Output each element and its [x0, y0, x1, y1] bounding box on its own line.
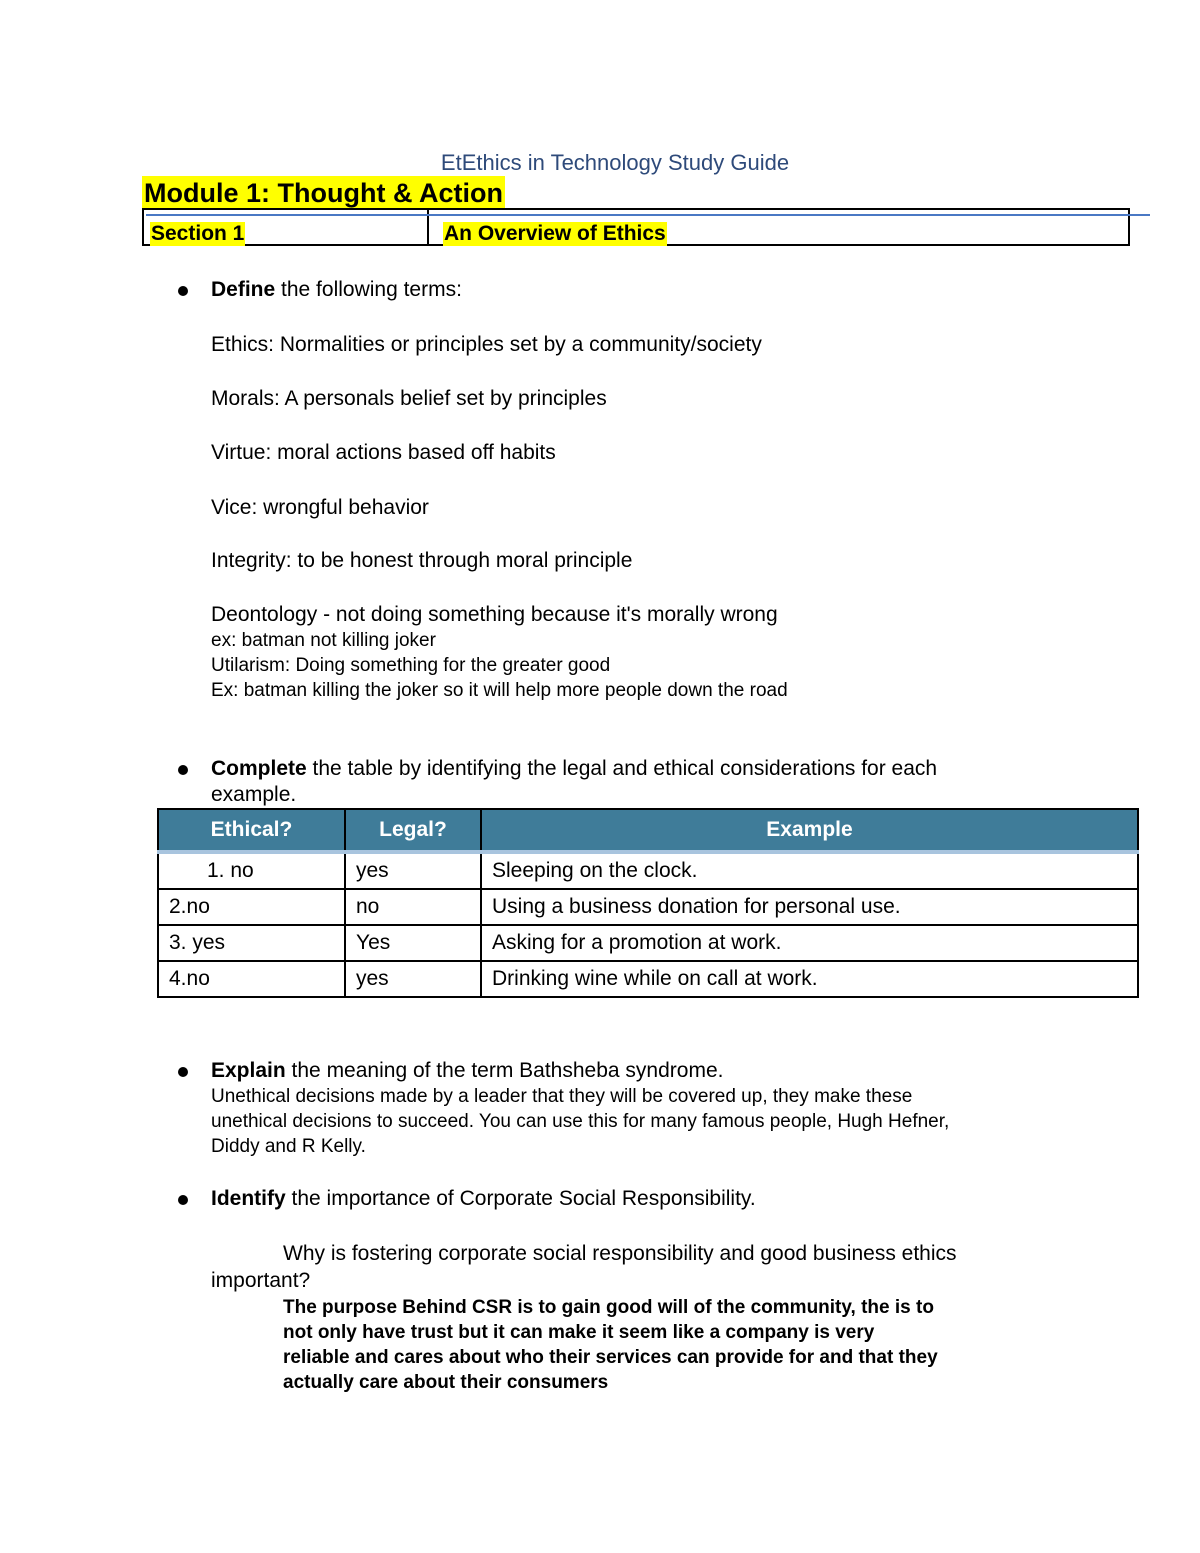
note-utilarism: Utilarism: Doing something for the greater good — [211, 655, 611, 676]
term-ethics: Ethics: Normalities or principles set by a community/society — [211, 333, 762, 356]
define-prompt: the following terms: — [275, 278, 462, 301]
term-vice: Vice: wrongful behavior — [211, 496, 429, 519]
ethical-cell: 3. yes — [158, 925, 345, 961]
explain-answer-line: unethical decisions to succeed. You can use this for many famous people, Hugh Hefner, — [211, 1111, 950, 1132]
define-instruction — [211, 278, 462, 302]
note-deontology-example: ex: batman not killing joker — [211, 630, 436, 651]
example-cell: Asking for a promotion at work. — [481, 925, 1138, 961]
bullet-icon — [178, 1067, 188, 1077]
legal-cell: no — [345, 889, 481, 925]
term-integrity: Integrity: to be honest through moral principle — [211, 549, 633, 572]
complete-instruction — [211, 757, 937, 781]
bullet-icon — [178, 1195, 188, 1205]
complete-keyword: Complete — [211, 757, 307, 780]
header-ethical: Ethical? — [158, 809, 345, 852]
table-row — [158, 925, 1138, 961]
bullet-icon — [178, 286, 188, 296]
identify-instruction — [211, 1187, 756, 1211]
header-rule — [146, 214, 1150, 216]
explain-answer-line: Diddy and R Kelly. — [211, 1136, 366, 1157]
explain-answer-line: Unethical decisions made by a leader that they will be covered up, they make these — [211, 1086, 913, 1107]
explain-prompt: the meaning of the term Bathsheba syndrome. — [285, 1059, 724, 1082]
example-cell: Sleeping on the clock. — [481, 852, 1138, 889]
section-name: An Overview of Ethics — [444, 222, 666, 245]
table-header-row — [158, 809, 1138, 852]
identify-prompt: the importance of Corporate Social Responsibility. — [285, 1187, 756, 1210]
legal-cell: yes — [345, 961, 481, 997]
identify-answer-line: reliable and cares about who their services can provide for and that they — [283, 1347, 938, 1368]
define-keyword: Define — [211, 278, 276, 301]
ethical-cell: 2.no — [158, 889, 345, 925]
explain-keyword: Explain — [211, 1059, 286, 1082]
header-example: Example — [481, 809, 1138, 852]
identify-answer-line: not only have trust but it can make it seem like a company is very — [283, 1322, 875, 1343]
identify-answer-line: actually care about their consumers — [283, 1372, 609, 1393]
example-cell: Using a business donation for personal use. — [481, 889, 1138, 925]
identify-question-continued: important? — [211, 1269, 311, 1292]
ethical-cell: 4.no — [158, 961, 345, 997]
identify-question: Why is fostering corporate social responsibility and good business ethics — [283, 1242, 957, 1265]
document-title: EtEthics in Technology Study Guide — [440, 150, 790, 175]
table-row — [158, 852, 1138, 889]
module-title: Module 1: Thought & Action — [144, 178, 503, 208]
identify-answer-line: The purpose Behind CSR is to gain good will of the community, the is to — [283, 1297, 934, 1318]
term-virtue: Virtue: moral actions based off habits — [211, 441, 556, 464]
header-legal: Legal? — [345, 809, 481, 852]
legal-cell: yes — [345, 852, 481, 889]
identify-keyword: Identify — [211, 1187, 286, 1210]
table-row — [158, 889, 1138, 925]
bullet-icon — [178, 765, 188, 775]
example-cell: Drinking wine while on call at work. — [481, 961, 1138, 997]
explain-instruction — [211, 1059, 723, 1083]
term-morals: Morals: A personals belief set by principles — [211, 387, 607, 410]
ethical-cell: 1. no — [158, 852, 345, 889]
term-deontology: Deontology - not doing something because it's morally wrong — [211, 603, 778, 626]
complete-prompt-continued: example. — [211, 783, 297, 806]
ethics-table — [157, 808, 1139, 998]
note-utilarism-example: Ex: batman killing the joker so it will help more people down the road — [211, 680, 788, 701]
complete-prompt: the table by identifying the legal and ethical considerations for each — [306, 757, 938, 780]
table-row — [158, 961, 1138, 997]
legal-cell: Yes — [345, 925, 481, 961]
section-label: Section 1 — [151, 222, 245, 245]
